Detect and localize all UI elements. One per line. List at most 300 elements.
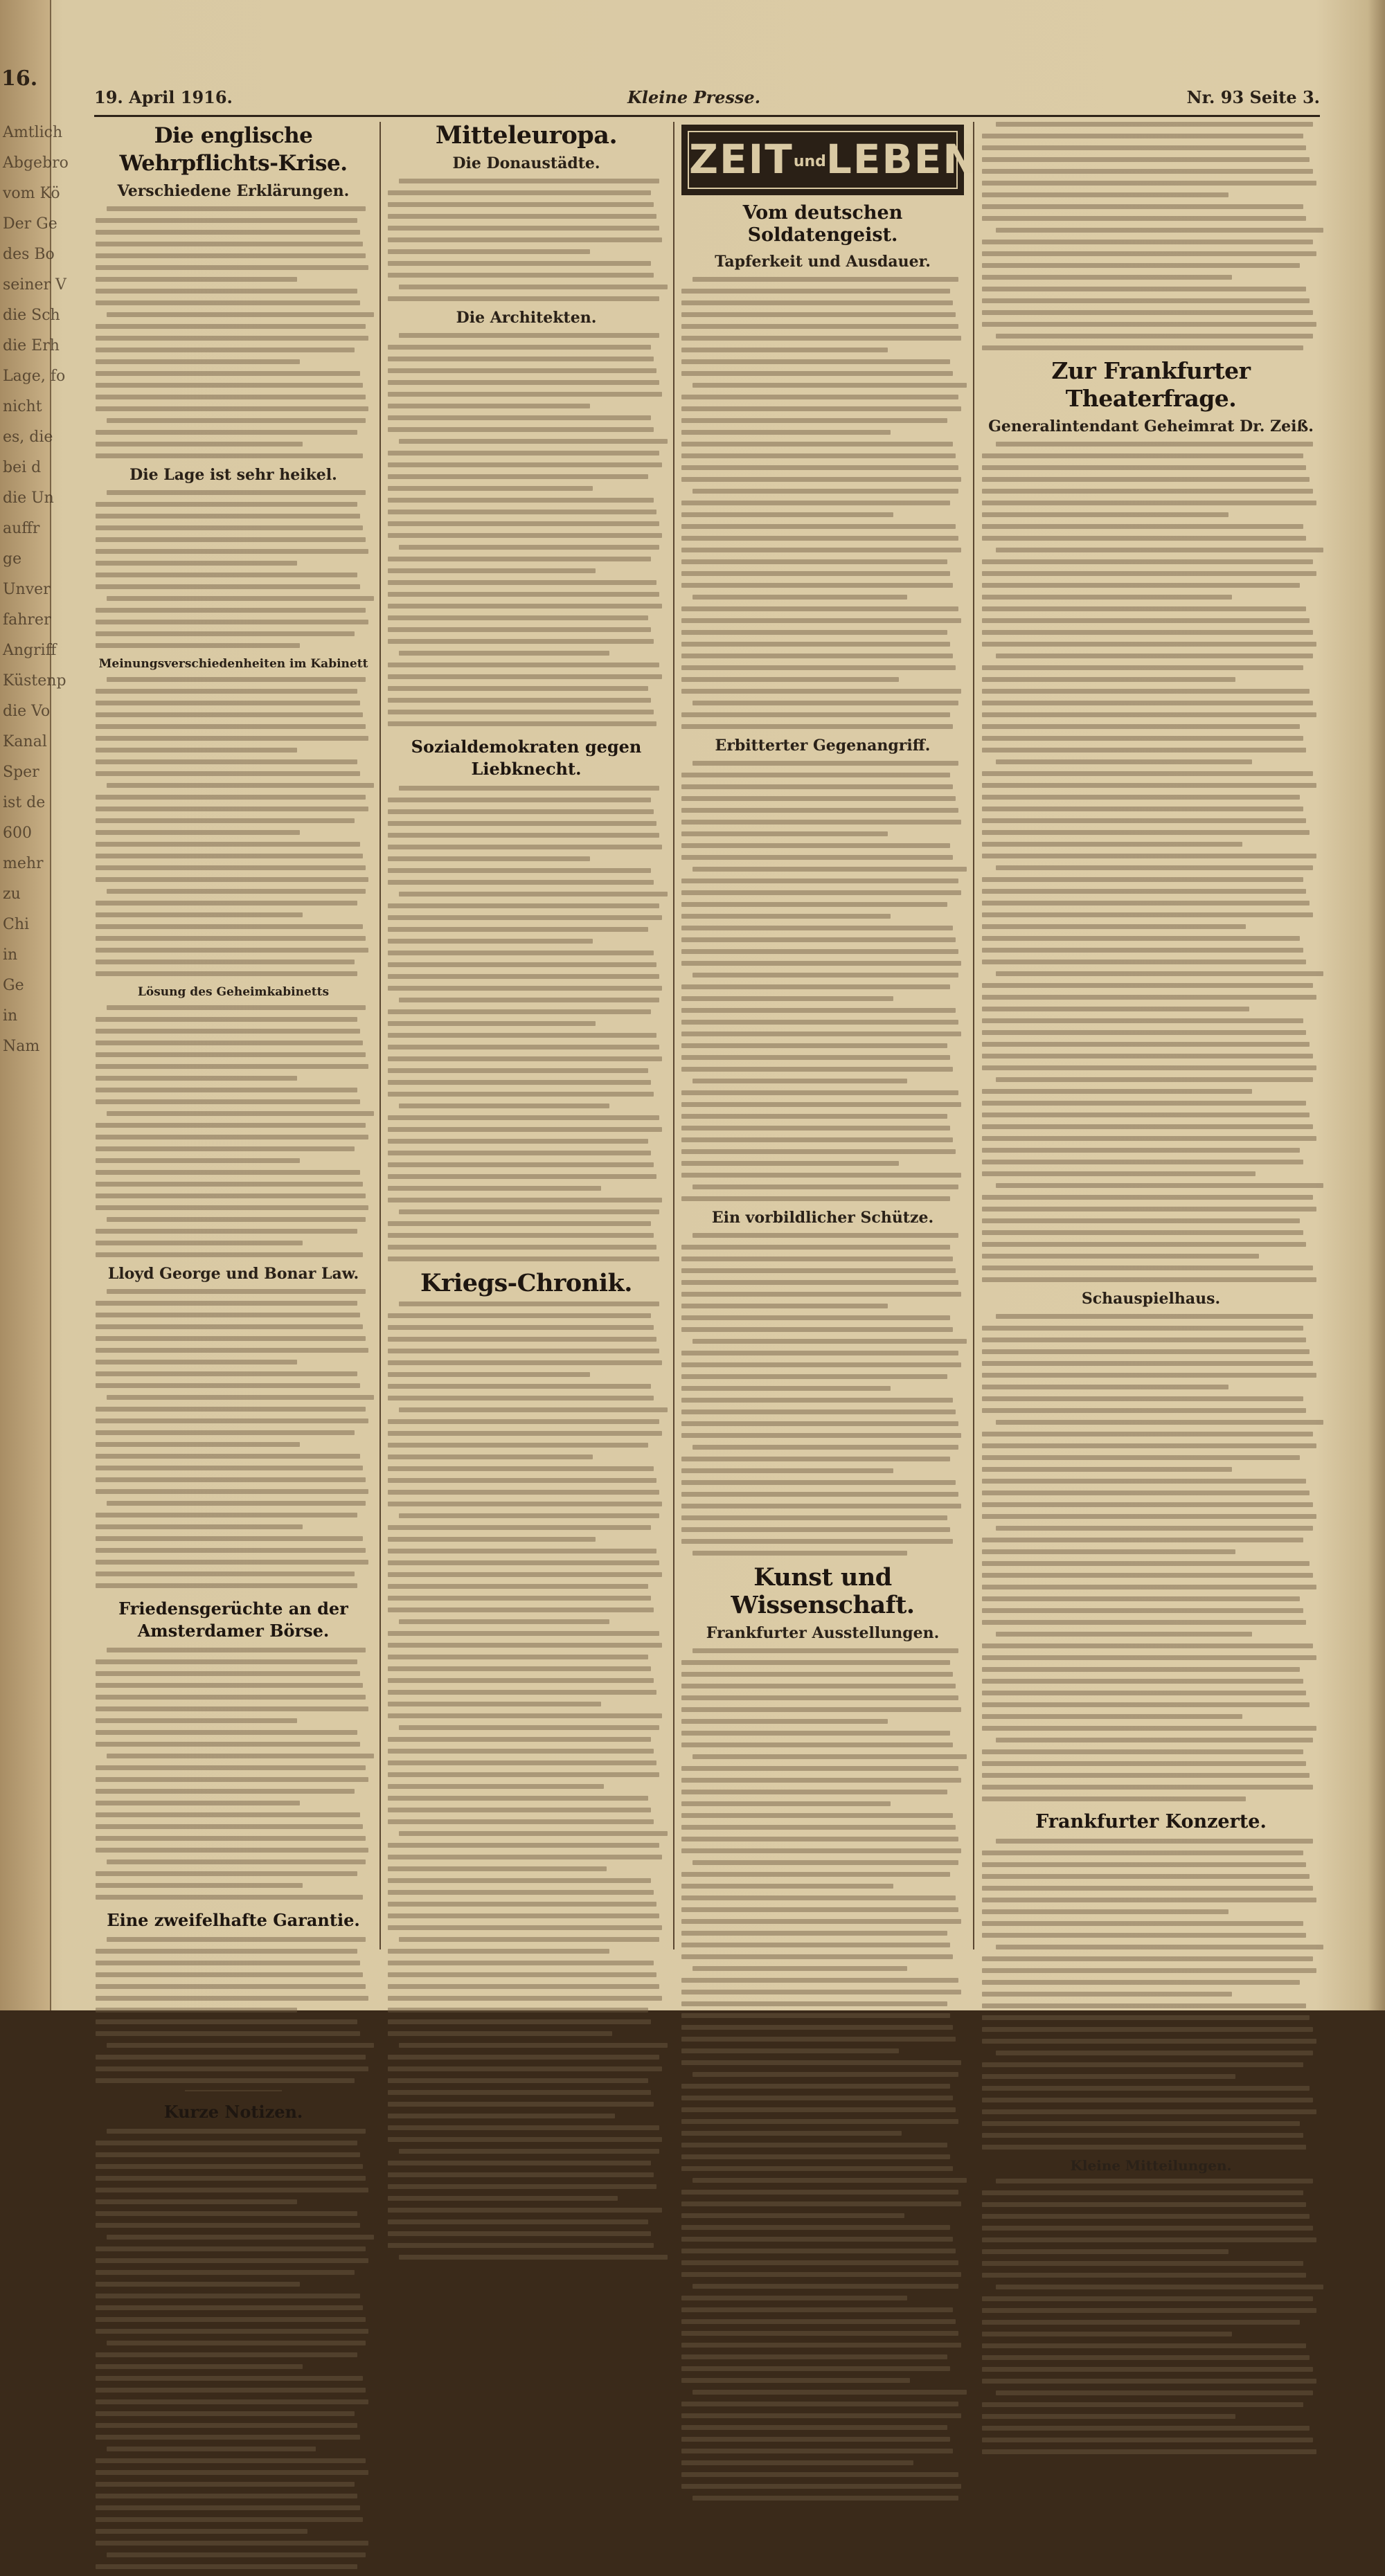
text-line bbox=[96, 2152, 360, 2157]
text-line bbox=[399, 1407, 668, 1412]
text-line bbox=[96, 1017, 357, 1022]
text-line bbox=[681, 1055, 950, 1060]
text-line bbox=[982, 512, 1228, 517]
text-line bbox=[681, 1695, 958, 1700]
text-line bbox=[399, 1831, 668, 1836]
zeit-und-leben-logo: ZEITundLEBEN bbox=[688, 131, 958, 189]
text-line bbox=[107, 1648, 366, 1652]
text-line bbox=[982, 322, 1316, 327]
text-line bbox=[96, 1961, 360, 1965]
text-line bbox=[107, 1289, 366, 1294]
text-line bbox=[388, 486, 593, 491]
text-line bbox=[399, 998, 659, 1002]
text-line bbox=[681, 1245, 950, 1250]
text-line bbox=[107, 418, 366, 423]
text-line bbox=[388, 1466, 654, 1471]
text-line bbox=[96, 2164, 363, 2169]
text-line bbox=[681, 1492, 958, 1497]
text-line bbox=[982, 1277, 1316, 1282]
text-line bbox=[681, 1409, 956, 1414]
text-line bbox=[982, 1785, 1313, 1790]
article-body bbox=[681, 277, 964, 729]
text-line bbox=[388, 1186, 601, 1191]
adjacent-page-fragment: in bbox=[3, 1007, 18, 1025]
text-line bbox=[681, 477, 961, 482]
section-heading: Die Architekten. bbox=[456, 309, 597, 327]
adjacent-page-fragment: zu bbox=[3, 885, 21, 903]
text-line bbox=[982, 2086, 1310, 2091]
text-line bbox=[96, 807, 368, 811]
adjacent-page-fragment: des Bo bbox=[3, 246, 55, 263]
text-line bbox=[681, 2025, 953, 2030]
text-line bbox=[681, 465, 958, 470]
text-line bbox=[388, 1490, 659, 1495]
text-line bbox=[982, 251, 1316, 256]
text-line bbox=[681, 1196, 950, 1201]
text-line bbox=[681, 606, 958, 611]
text-line bbox=[388, 821, 656, 826]
text-line bbox=[692, 973, 958, 978]
text-line bbox=[388, 986, 662, 991]
text-line bbox=[982, 889, 1306, 894]
text-line bbox=[681, 312, 956, 317]
text-line bbox=[681, 1020, 958, 1025]
text-line bbox=[388, 1808, 651, 1812]
text-line bbox=[681, 843, 950, 848]
text-line bbox=[681, 1043, 947, 1048]
text-line bbox=[96, 865, 366, 870]
text-line bbox=[96, 1418, 368, 1423]
adjacent-page-number: 16. bbox=[1, 66, 38, 91]
text-line bbox=[388, 2008, 648, 2012]
text-line bbox=[96, 1871, 357, 1876]
text-line bbox=[681, 583, 953, 588]
text-line bbox=[982, 2015, 1310, 2020]
text-line bbox=[982, 606, 1306, 611]
text-line bbox=[96, 1883, 303, 1888]
text-line bbox=[96, 1548, 366, 1553]
text-line bbox=[388, 2172, 654, 2177]
text-line bbox=[96, 1765, 366, 1770]
text-line bbox=[982, 1113, 1310, 1117]
article-headline: Kriegs-Chronik. bbox=[420, 1269, 632, 1297]
text-line bbox=[96, 1158, 300, 1163]
text-line bbox=[982, 2379, 1316, 2384]
text-line bbox=[388, 686, 648, 691]
text-line bbox=[96, 2055, 366, 2060]
text-line bbox=[96, 1695, 366, 1700]
text-line bbox=[96, 537, 366, 542]
text-line bbox=[388, 2066, 662, 2071]
text-line bbox=[96, 830, 300, 835]
text-line bbox=[107, 2447, 316, 2451]
text-line bbox=[388, 1349, 659, 1353]
adjacent-page-fragment: Sper bbox=[3, 764, 39, 781]
adjacent-page-fragment: Nam bbox=[3, 1038, 40, 1055]
text-line bbox=[96, 608, 366, 613]
text-line bbox=[982, 1455, 1300, 1460]
text-line bbox=[982, 983, 1313, 988]
text-line bbox=[96, 561, 297, 566]
text-line bbox=[681, 1102, 961, 1107]
text-line bbox=[982, 181, 1316, 186]
text-line bbox=[982, 1361, 1313, 1366]
text-line bbox=[996, 334, 1314, 339]
adjacent-page-fragment: Küstenp bbox=[3, 672, 66, 690]
text-line bbox=[982, 453, 1303, 458]
text-line bbox=[107, 312, 374, 317]
text-line bbox=[681, 1731, 950, 1736]
text-line bbox=[982, 1620, 1306, 1625]
text-line bbox=[982, 2273, 1306, 2278]
text-line bbox=[388, 615, 648, 620]
text-line bbox=[982, 2320, 1300, 2325]
text-line bbox=[399, 2149, 659, 2154]
text-line bbox=[982, 2027, 1313, 2032]
text-line bbox=[681, 1515, 947, 1520]
text-line bbox=[388, 939, 593, 944]
text-line bbox=[107, 1111, 374, 1116]
text-line bbox=[388, 345, 651, 350]
text-line bbox=[681, 2037, 956, 2042]
text-line bbox=[982, 1862, 1306, 1867]
text-line bbox=[388, 1972, 656, 1977]
text-line bbox=[388, 1162, 654, 1167]
text-line bbox=[388, 962, 656, 967]
text-line bbox=[388, 2055, 659, 2060]
text-line bbox=[388, 1713, 662, 1718]
text-line bbox=[681, 453, 956, 458]
text-line bbox=[982, 1030, 1306, 1035]
text-line bbox=[982, 1702, 1310, 1707]
text-line bbox=[388, 1843, 659, 1848]
text-line bbox=[982, 2249, 1228, 2254]
text-line bbox=[982, 818, 1306, 823]
text-line bbox=[96, 218, 357, 223]
text-line bbox=[96, 300, 360, 305]
text-line bbox=[982, 1385, 1228, 1389]
text-line bbox=[982, 724, 1300, 729]
text-line bbox=[96, 2529, 307, 2534]
text-line bbox=[388, 1749, 654, 1754]
text-line bbox=[681, 665, 956, 670]
adjacent-page-fragment: Abgebro bbox=[3, 154, 69, 172]
text-line bbox=[982, 1337, 1306, 1342]
text-line bbox=[681, 1149, 956, 1154]
text-line bbox=[388, 1245, 656, 1250]
text-line bbox=[681, 559, 947, 564]
text-line bbox=[982, 524, 1303, 529]
text-line bbox=[96, 1777, 368, 1782]
text-line bbox=[96, 395, 366, 399]
text-line bbox=[107, 2341, 366, 2345]
text-line bbox=[388, 1174, 656, 1179]
text-line bbox=[96, 453, 363, 458]
text-line bbox=[681, 808, 958, 813]
text-line bbox=[388, 1678, 654, 1683]
text-line bbox=[388, 1784, 604, 1789]
text-line bbox=[388, 1890, 654, 1895]
text-line bbox=[996, 971, 1323, 976]
text-line bbox=[681, 2107, 956, 2112]
text-line bbox=[681, 1895, 956, 1900]
text-line bbox=[681, 1386, 891, 1391]
text-line bbox=[388, 1009, 651, 1014]
text-line bbox=[388, 568, 596, 573]
text-line bbox=[388, 721, 656, 726]
text-line bbox=[388, 580, 656, 585]
text-line bbox=[388, 1607, 654, 1612]
text-line bbox=[96, 2188, 368, 2192]
text-line bbox=[982, 1514, 1316, 1519]
text-line bbox=[96, 1041, 363, 1045]
text-line bbox=[107, 206, 366, 211]
text-line bbox=[388, 809, 654, 814]
text-line bbox=[107, 596, 374, 601]
text-line bbox=[96, 842, 360, 847]
adjacent-page-fragment: bei d bbox=[3, 459, 42, 476]
text-line bbox=[982, 1850, 1303, 1855]
text-line bbox=[982, 748, 1306, 753]
text-line bbox=[982, 736, 1303, 741]
text-line bbox=[96, 442, 303, 447]
text-line bbox=[96, 1466, 363, 1470]
text-line bbox=[388, 1221, 651, 1226]
text-line bbox=[388, 202, 654, 207]
text-line bbox=[681, 996, 893, 1001]
text-line bbox=[388, 1866, 607, 1871]
article-subhead: Verschiedene Erklärungen. bbox=[117, 182, 350, 200]
adjacent-page-fragment: die Erh bbox=[3, 337, 60, 354]
text-line bbox=[681, 1374, 947, 1379]
text-line bbox=[388, 903, 659, 908]
text-line bbox=[982, 1326, 1303, 1331]
text-line bbox=[681, 2096, 953, 2100]
divider bbox=[185, 2090, 282, 2091]
text-line bbox=[399, 1209, 659, 1214]
text-line bbox=[982, 465, 1306, 470]
article-body bbox=[96, 1289, 371, 1588]
text-line bbox=[388, 2102, 654, 2107]
text-line bbox=[96, 712, 363, 717]
text-line bbox=[681, 2084, 950, 2089]
text-line bbox=[388, 627, 651, 632]
text-line bbox=[982, 2003, 1306, 2008]
adjacent-page-fragment: Chi bbox=[3, 916, 30, 933]
text-line bbox=[982, 689, 1310, 694]
article-body bbox=[982, 1314, 1320, 1801]
text-line bbox=[982, 1909, 1228, 1914]
text-line bbox=[982, 1007, 1249, 1011]
text-line bbox=[388, 427, 654, 432]
text-line bbox=[388, 698, 651, 703]
text-line bbox=[388, 1233, 654, 1238]
text-line bbox=[982, 1886, 1313, 1891]
text-line bbox=[388, 1596, 651, 1601]
column-rule bbox=[379, 122, 381, 1949]
text-line bbox=[681, 406, 961, 411]
text-line bbox=[388, 1325, 654, 1330]
text-line bbox=[96, 2411, 355, 2416]
text-line bbox=[982, 1054, 1313, 1059]
text-line bbox=[388, 2243, 654, 2248]
text-line bbox=[681, 2484, 961, 2489]
text-line bbox=[96, 748, 297, 753]
text-line bbox=[982, 1136, 1316, 1141]
issue-page-number: Nr. 93 Seite 3. bbox=[1186, 87, 1320, 107]
text-line bbox=[681, 820, 961, 825]
adjacent-page-fragment: die Vo bbox=[3, 703, 51, 720]
text-line bbox=[96, 1742, 360, 1747]
text-line bbox=[388, 1056, 662, 1061]
article-body bbox=[388, 179, 665, 301]
text-line bbox=[681, 512, 893, 517]
text-line bbox=[692, 2284, 958, 2289]
text-line bbox=[982, 1898, 1316, 1902]
text-line bbox=[388, 2125, 659, 2130]
text-line bbox=[96, 2376, 363, 2381]
text-line bbox=[982, 1490, 1310, 1495]
text-line bbox=[982, 2226, 1313, 2231]
article-body bbox=[96, 1005, 371, 1257]
text-line bbox=[681, 642, 950, 647]
text-line bbox=[982, 2133, 1303, 2138]
text-line bbox=[982, 901, 1310, 906]
text-line bbox=[399, 439, 668, 444]
text-line bbox=[399, 786, 659, 791]
text-line bbox=[399, 892, 668, 897]
text-line bbox=[692, 595, 907, 600]
text-line bbox=[96, 1076, 297, 1081]
text-line bbox=[96, 2505, 360, 2510]
article-headline: Zur Frankfurter Theaterfrage. bbox=[1051, 357, 1251, 412]
text-line bbox=[982, 2039, 1316, 2044]
text-line bbox=[96, 1194, 366, 1198]
text-line bbox=[996, 548, 1323, 552]
text-line bbox=[681, 712, 950, 717]
text-line bbox=[96, 1996, 368, 2001]
text-line bbox=[982, 1266, 1313, 1270]
text-line bbox=[96, 1371, 357, 1376]
text-line bbox=[96, 1135, 368, 1140]
article-subhead: Die Donaustädte. bbox=[452, 154, 600, 172]
text-line bbox=[996, 1420, 1323, 1425]
text-line bbox=[96, 1706, 368, 1711]
text-line bbox=[681, 2331, 958, 2336]
text-line bbox=[982, 1479, 1306, 1484]
adjacent-page-fragment: auffr bbox=[3, 520, 40, 537]
text-line bbox=[982, 1443, 1316, 1448]
text-line bbox=[107, 1937, 366, 1942]
text-line bbox=[96, 1671, 360, 1676]
adjacent-page-fragment: mehr bbox=[3, 855, 44, 872]
text-line bbox=[388, 1021, 596, 1026]
text-line bbox=[96, 1583, 357, 1588]
text-line bbox=[681, 359, 950, 364]
text-line bbox=[388, 1984, 659, 1989]
text-line bbox=[96, 1836, 366, 1841]
text-line bbox=[96, 1430, 355, 1435]
text-line bbox=[681, 324, 958, 329]
text-line bbox=[681, 1931, 947, 1936]
text-line bbox=[96, 324, 366, 329]
text-line bbox=[388, 915, 662, 920]
text-line bbox=[982, 2367, 1313, 2372]
text-line bbox=[388, 2137, 662, 2142]
text-line bbox=[388, 927, 648, 932]
text-line bbox=[96, 2470, 368, 2475]
text-line bbox=[681, 2425, 947, 2430]
text-line bbox=[96, 1659, 357, 1664]
text-line bbox=[96, 1895, 363, 1900]
text-line bbox=[982, 877, 1303, 882]
text-line bbox=[388, 1257, 659, 1261]
text-line bbox=[96, 1241, 303, 1245]
text-line bbox=[681, 2001, 947, 2006]
text-line bbox=[96, 2482, 355, 2487]
adjacent-page-fragment: die Un bbox=[3, 489, 54, 507]
text-line bbox=[388, 1151, 651, 1155]
text-line bbox=[96, 1348, 368, 1353]
text-line bbox=[982, 1749, 1303, 1754]
text-line bbox=[982, 2190, 1303, 2195]
text-line bbox=[96, 371, 360, 376]
text-line bbox=[96, 1513, 357, 1517]
text-line bbox=[96, 242, 363, 246]
text-line bbox=[982, 2296, 1313, 2301]
text-line bbox=[982, 2109, 1316, 2114]
text-line bbox=[388, 2078, 648, 2083]
text-line bbox=[681, 300, 953, 305]
adjacent-page-fragment: Ge bbox=[3, 977, 24, 994]
text-line bbox=[388, 2219, 648, 2224]
text-line bbox=[982, 2261, 1303, 2266]
text-line bbox=[692, 1233, 958, 1238]
text-line bbox=[388, 1961, 654, 1965]
text-line bbox=[982, 795, 1300, 800]
text-line bbox=[681, 1468, 893, 1473]
text-line bbox=[96, 1252, 363, 1257]
text-line bbox=[388, 2231, 651, 2236]
text-line bbox=[107, 1754, 374, 1758]
text-line bbox=[96, 525, 363, 530]
text-line bbox=[982, 630, 1313, 635]
text-line bbox=[982, 948, 1303, 953]
text-line bbox=[681, 1032, 961, 1036]
text-line bbox=[681, 289, 950, 294]
text-line bbox=[388, 1454, 593, 1459]
text-line bbox=[681, 1090, 958, 1095]
adjacent-page-fragment: Amtlich bbox=[3, 124, 63, 141]
column-3 bbox=[681, 122, 978, 2507]
text-line bbox=[982, 169, 1313, 174]
text-line bbox=[692, 1754, 967, 1759]
text-line bbox=[388, 521, 659, 526]
text-line bbox=[681, 1907, 958, 1912]
text-line bbox=[96, 336, 368, 341]
text-line bbox=[681, 418, 947, 423]
text-line bbox=[388, 1643, 662, 1648]
text-line bbox=[96, 2541, 368, 2546]
text-line bbox=[982, 842, 1242, 847]
article-body bbox=[96, 206, 371, 458]
text-line bbox=[96, 2494, 357, 2498]
text-line bbox=[681, 395, 958, 399]
text-line bbox=[681, 1954, 953, 1959]
text-line bbox=[681, 937, 956, 942]
text-line bbox=[107, 677, 366, 682]
text-line bbox=[982, 1956, 1313, 1961]
